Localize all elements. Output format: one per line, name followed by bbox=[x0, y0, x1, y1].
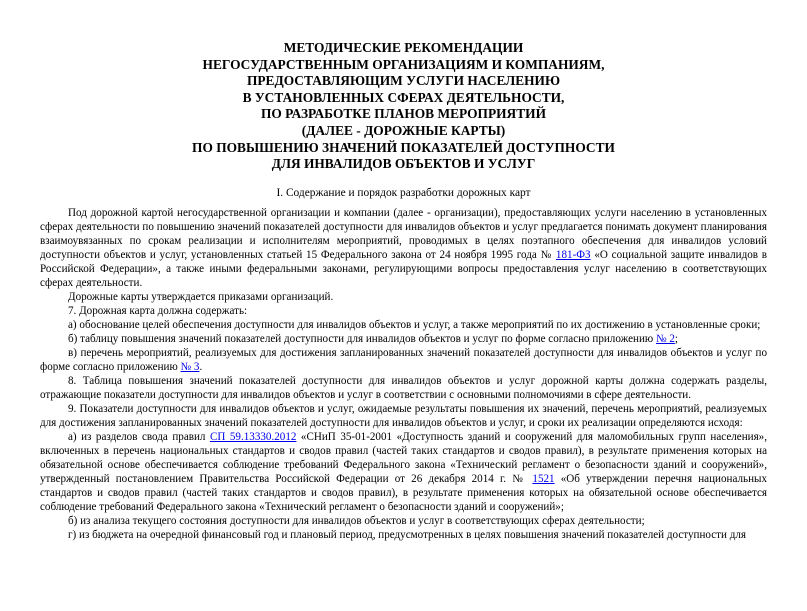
paragraph-definition-text-a: Под дорожной картой негосударственной организации и компании (далее - организации), предоставляющих услуги населению в установленных сферах деятельности по повышению значений показателей доступности для инвалидов объектов и услуг предлагается понимать документ планирования взаимоувязанных по срокам реализации и исполнителям мероприятий, проводимых в целях поэтапного обеспечения для инвалидов условий доступности объектов и услуг, установленных статьей 15 Федерального закона от 24 ноября 1995 года bbox=[40, 206, 767, 261]
paragraph-8: 8. Таблица повышения значений показателей доступности для инвалидов объектов и услуг дорожной карты должна содержать разделы, отражающие показатели доступности для инвалидов объектов и услуг в соответствии с основными полномочиями в сфере деятельности. bbox=[40, 374, 767, 401]
paragraph-approval: Дорожные карты утверждается приказами организаций. bbox=[68, 290, 334, 303]
paragraph-7b bbox=[40, 332, 767, 346]
paragraph-9: 9. Показатели доступности для инвалидов объектов и услуг, ожидаемые результаты повышения их значений, перечень мероприятий, реализуемых для достижения запланированных значений показателей доступности для инвалидов объектов и услуг, и сроки их реализации определяются исходя: bbox=[40, 402, 767, 429]
title-line-5: ПО РАЗРАБОТКЕ ПЛАНОВ МЕРОПРИЯТИЙ bbox=[261, 106, 546, 122]
paragraph-7b-end: ; bbox=[674, 332, 678, 345]
title-line-7: ПО ПОВЫШЕНИЮ ЗНАЧЕНИЙ ПОКАЗАТЕЛЕЙ ДОСТУПНОСТИ bbox=[192, 139, 615, 155]
sp-59-link[interactable]: СП 59.13330.2012 bbox=[209, 430, 297, 443]
number-sign: № bbox=[540, 248, 553, 261]
paragraph-7: 7. Дорожная карта должна содержать: bbox=[68, 304, 248, 317]
title-line-4: В УСТАНОВЛЕННЫХ СФЕРАХ ДЕЯТЕЛЬНОСТИ, bbox=[242, 89, 565, 105]
paragraph-9b: б) из анализа текущего состояния доступности для инвалидов объектов и услуг в соответствующих сферах деятельности; bbox=[68, 514, 645, 527]
resolution-1521-link[interactable]: 1521 bbox=[532, 472, 555, 485]
paragraph-7c bbox=[40, 346, 767, 374]
document-page bbox=[0, 40, 807, 611]
title-line-2: НЕГОСУДАРСТВЕННЫМ ОРГАНИЗАЦИЯМ И КОМПАНИЯМ, bbox=[202, 56, 605, 72]
paragraph-9a-text-a: а) из разделов свода правил bbox=[68, 430, 210, 443]
appendix-2-link[interactable]: № 2 bbox=[655, 332, 675, 345]
paragraph-9g: г) из бюджета на очередной финансовый год и плановый период, предусмотренных в целях повышения значений показателей доступности для bbox=[68, 528, 746, 541]
appendix-3-link[interactable]: № 3 bbox=[180, 360, 200, 373]
paragraph-7b-text: б) таблицу повышения значений показателей доступности для инвалидов объектов и услуг по форме согласно приложению bbox=[68, 332, 656, 345]
paragraph-7a: а) обоснование целей обеспечения доступности для инвалидов объектов и услуг, а также мероприятий по их достижению в установленные сроки; bbox=[68, 318, 761, 331]
title-line-1: МЕТОДИЧЕСКИЕ РЕКОМЕНДАЦИИ bbox=[283, 40, 524, 55]
paragraph-7c-text: в) перечень мероприятий, реализуемых для достижения запланированных значений показателей доступности для инвалидов объектов и услуг по форме согласно приложению bbox=[40, 346, 767, 373]
paragraph-definition bbox=[40, 206, 767, 290]
paragraph-7c-end: . bbox=[199, 360, 203, 373]
document-body bbox=[40, 206, 767, 542]
title-line-6: (ДАЛЕЕ - ДОРОЖНЫЕ КАРТЫ) bbox=[301, 122, 506, 138]
document-title bbox=[40, 40, 767, 173]
law-181-fz-link[interactable]: 181-ФЗ bbox=[555, 248, 591, 261]
paragraph-9a bbox=[40, 430, 767, 514]
paragraph-definition-text-b: «О социальной защите инвалидов в Российской Федерации», а также иными федеральными законами, регулирующими вопросы предоставления услуг населению в соответствующих сферах деятельности. bbox=[40, 248, 767, 289]
section-heading: I. Содержание и порядок разработки дорожных карт bbox=[276, 186, 531, 199]
title-line-3: ПРЕДОСТАВЛЯЮЩИМ УСЛУГИ НАСЕЛЕНИЮ bbox=[246, 73, 561, 89]
paragraph-9a-text-b: «СНиП 35-01-2001 «Доступность зданий и сооружений для маломобильных групп населения», включенных в перечень национальных стандартов и сводов правил (частей таких стандартов и сводов правил), в результате применения которых на обязательной основе обеспечивается соблюдение требований Федерального закона «Технический регламент о безопасности зданий и сооружений», утвержденный постановлением Правительства Российской Федерации от 26 декабря 2014 г. № bbox=[40, 430, 767, 485]
paragraph-9a-text-c: «Об утверждении перечня национальных стандартов и сводов правил (частей таких стандартов и сводов правил), в результате применения которых на обязательной основе обеспечивается соблюдение требований Федерального закона «Технический регламент о безопасности зданий и сооружений»; bbox=[40, 472, 768, 513]
title-line-8: ДЛЯ ИНВАЛИДОВ ОБЪЕКТОВ И УСЛУГ bbox=[271, 156, 536, 172]
